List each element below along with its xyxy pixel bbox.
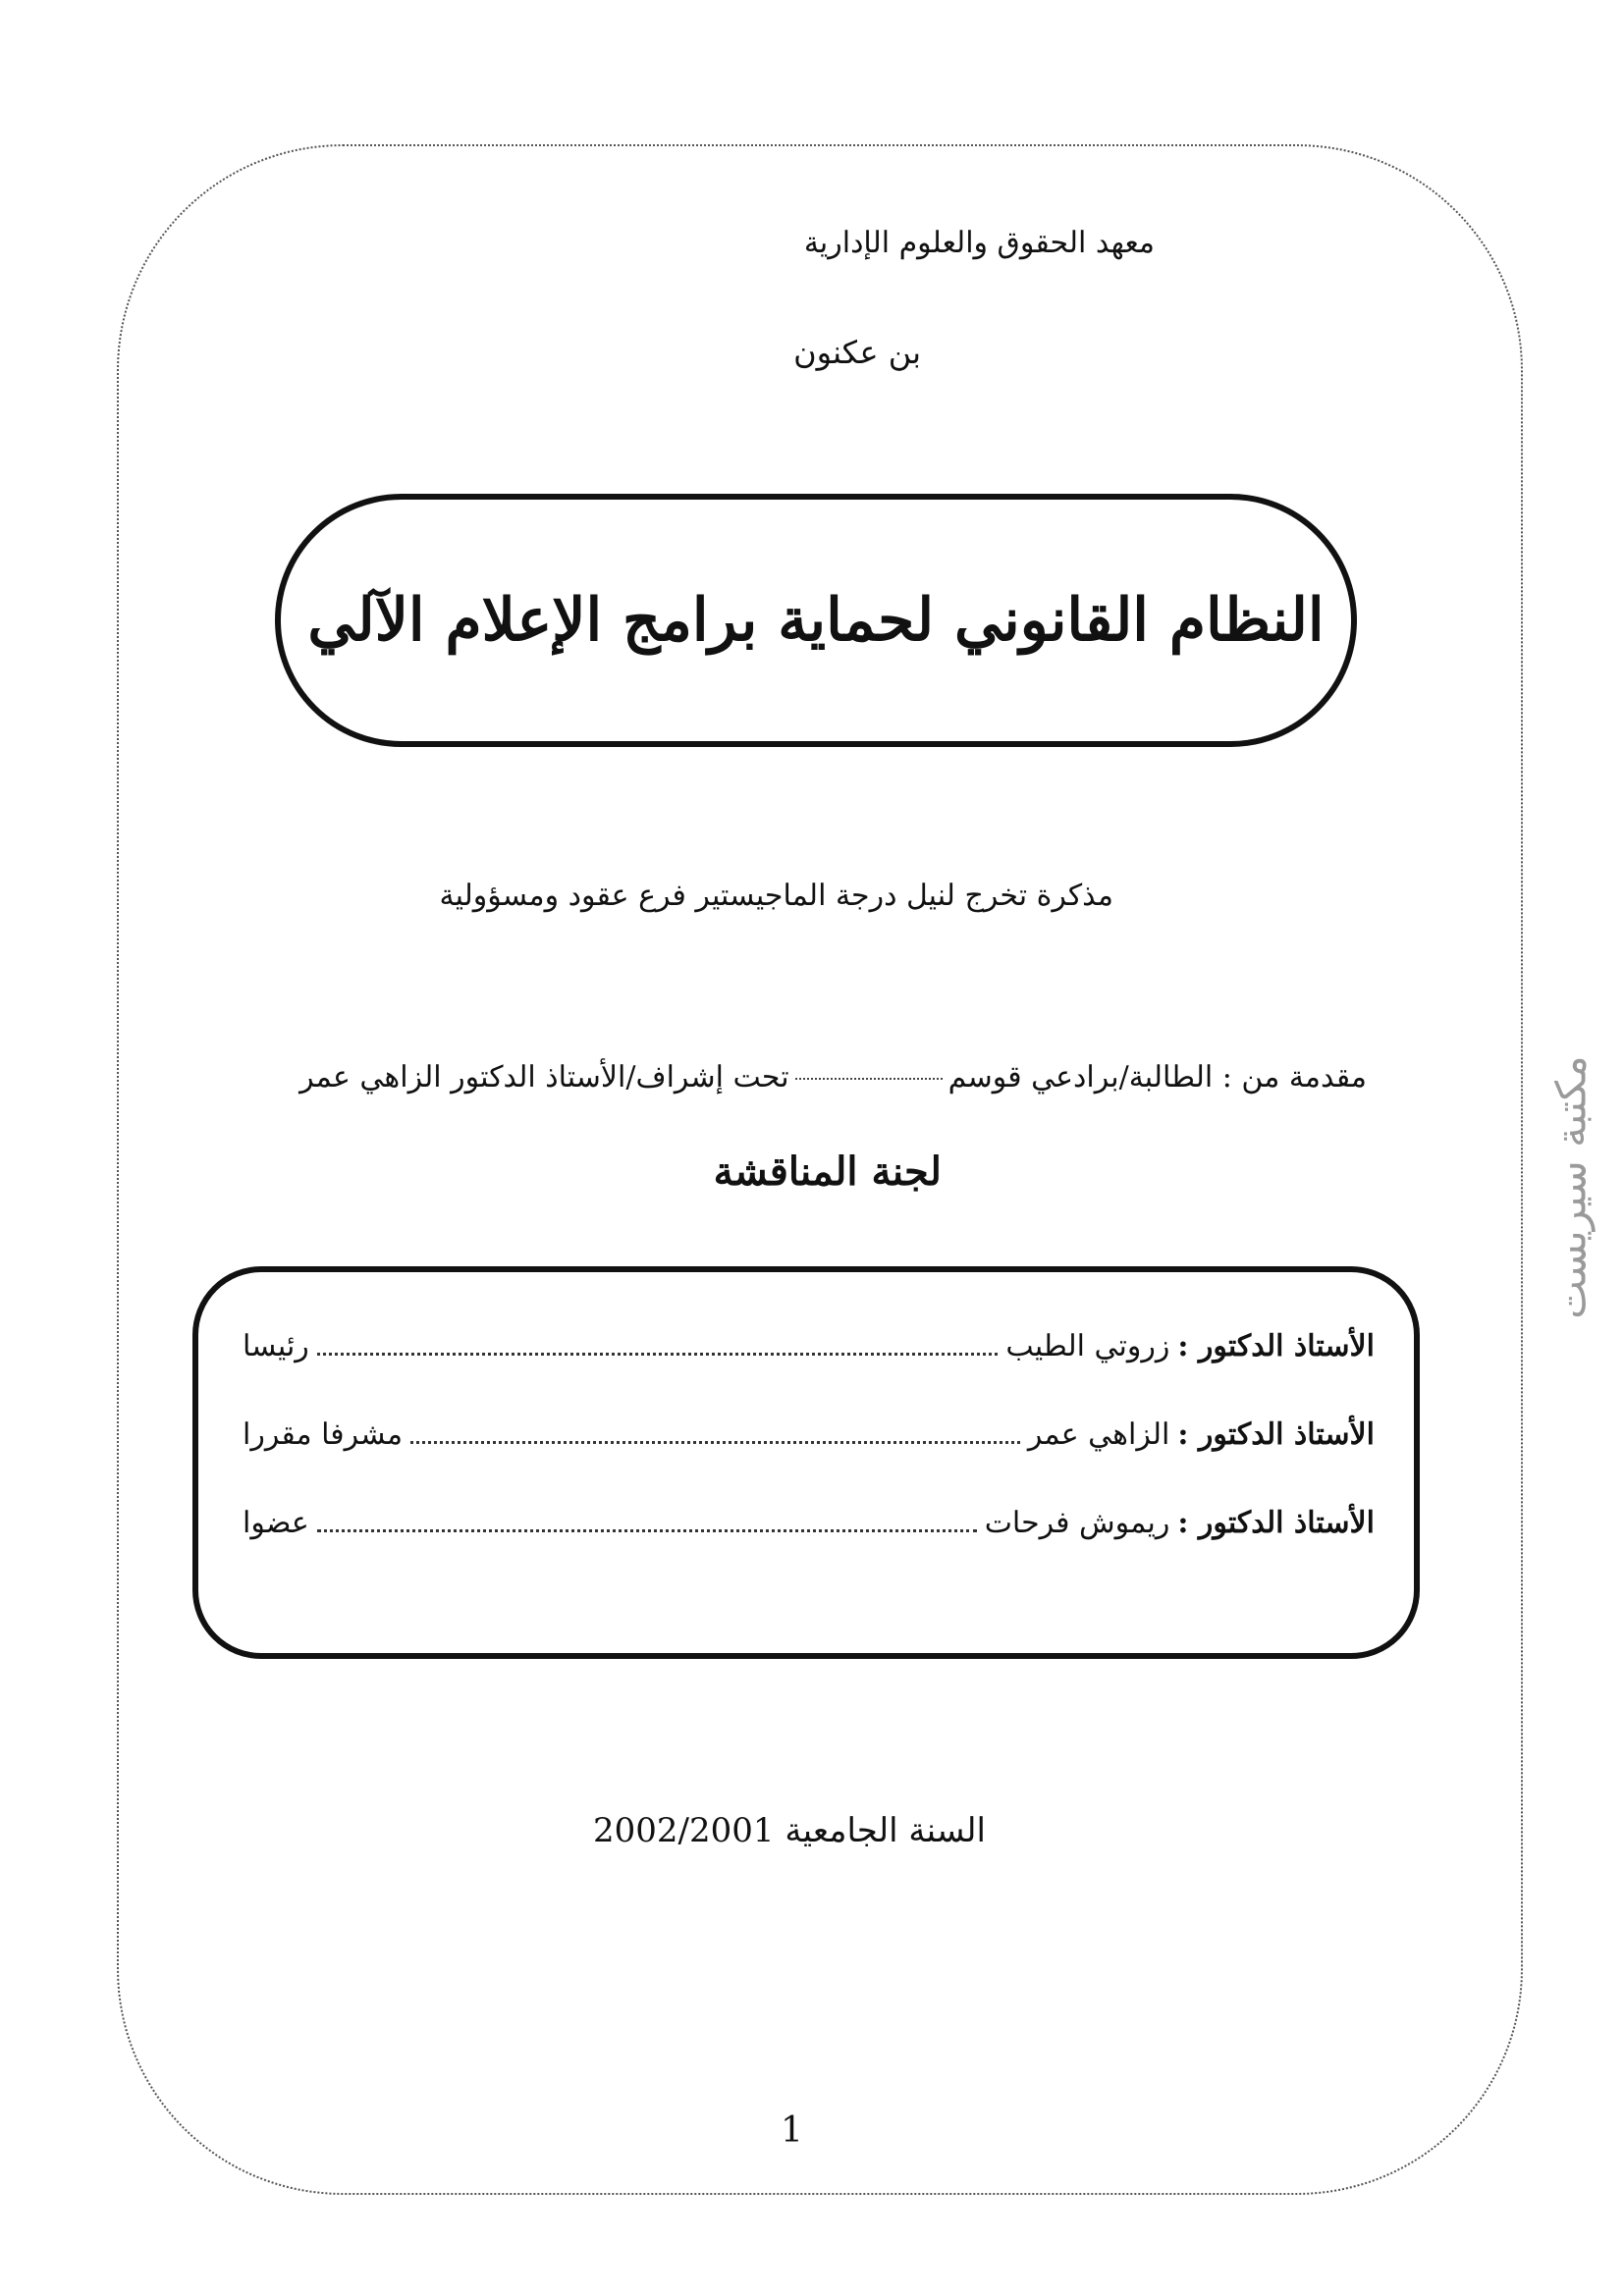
committee-heading: لجنة المناقشة — [713, 1148, 942, 1195]
thesis-description: مذكرة تخرج لنيل درجة الماجيستير فرع عقود ومسؤولية — [439, 879, 1113, 913]
dotted-leader — [317, 1353, 999, 1356]
member-title: الأستاذ الدكتور : — [1177, 1417, 1375, 1452]
page-number: 1 — [781, 2110, 803, 2151]
student-name: مقدمة من : الطالبة/برادعي قوسم — [947, 1060, 1367, 1095]
institute-name: معهد الحقوق والعلوم الإدارية — [803, 226, 1155, 260]
committee-box — [192, 1266, 1420, 1659]
academic-year: السنة الجامعية 2002/2001 — [593, 1811, 986, 1850]
member-name: الزاهي عمر — [1027, 1417, 1170, 1452]
member-name: زروتي الطيب — [1005, 1329, 1170, 1363]
member-role: مشرفا مقررا — [243, 1417, 404, 1452]
title-box — [275, 494, 1357, 747]
library-watermark: مكتبة سيريست — [1546, 1055, 1596, 1319]
dotted-leader — [410, 1441, 1020, 1444]
committee-member-row — [243, 1314, 1375, 1363]
committee-member-row — [243, 1491, 1375, 1540]
dotted-leader — [317, 1529, 977, 1532]
thesis-title: النظام القانوني لحماية برامج الإعلام الآلي — [307, 586, 1325, 655]
member-role: رئيسا — [243, 1329, 309, 1363]
member-title: الأستاذ الدكتور : — [1177, 1506, 1375, 1540]
member-role: عضوا — [243, 1506, 309, 1540]
city-name: بن عكنون — [793, 334, 921, 371]
dotted-separator — [795, 1078, 943, 1080]
member-title: الأستاذ الدكتور : — [1177, 1329, 1375, 1363]
supervisor-name: تحت إشراف/الأستاذ الدكتور الزاهي عمر — [299, 1060, 789, 1095]
member-name: ريموش فرحات — [984, 1506, 1170, 1540]
presented-by-line — [299, 1060, 1367, 1095]
committee-member-row — [243, 1403, 1375, 1452]
